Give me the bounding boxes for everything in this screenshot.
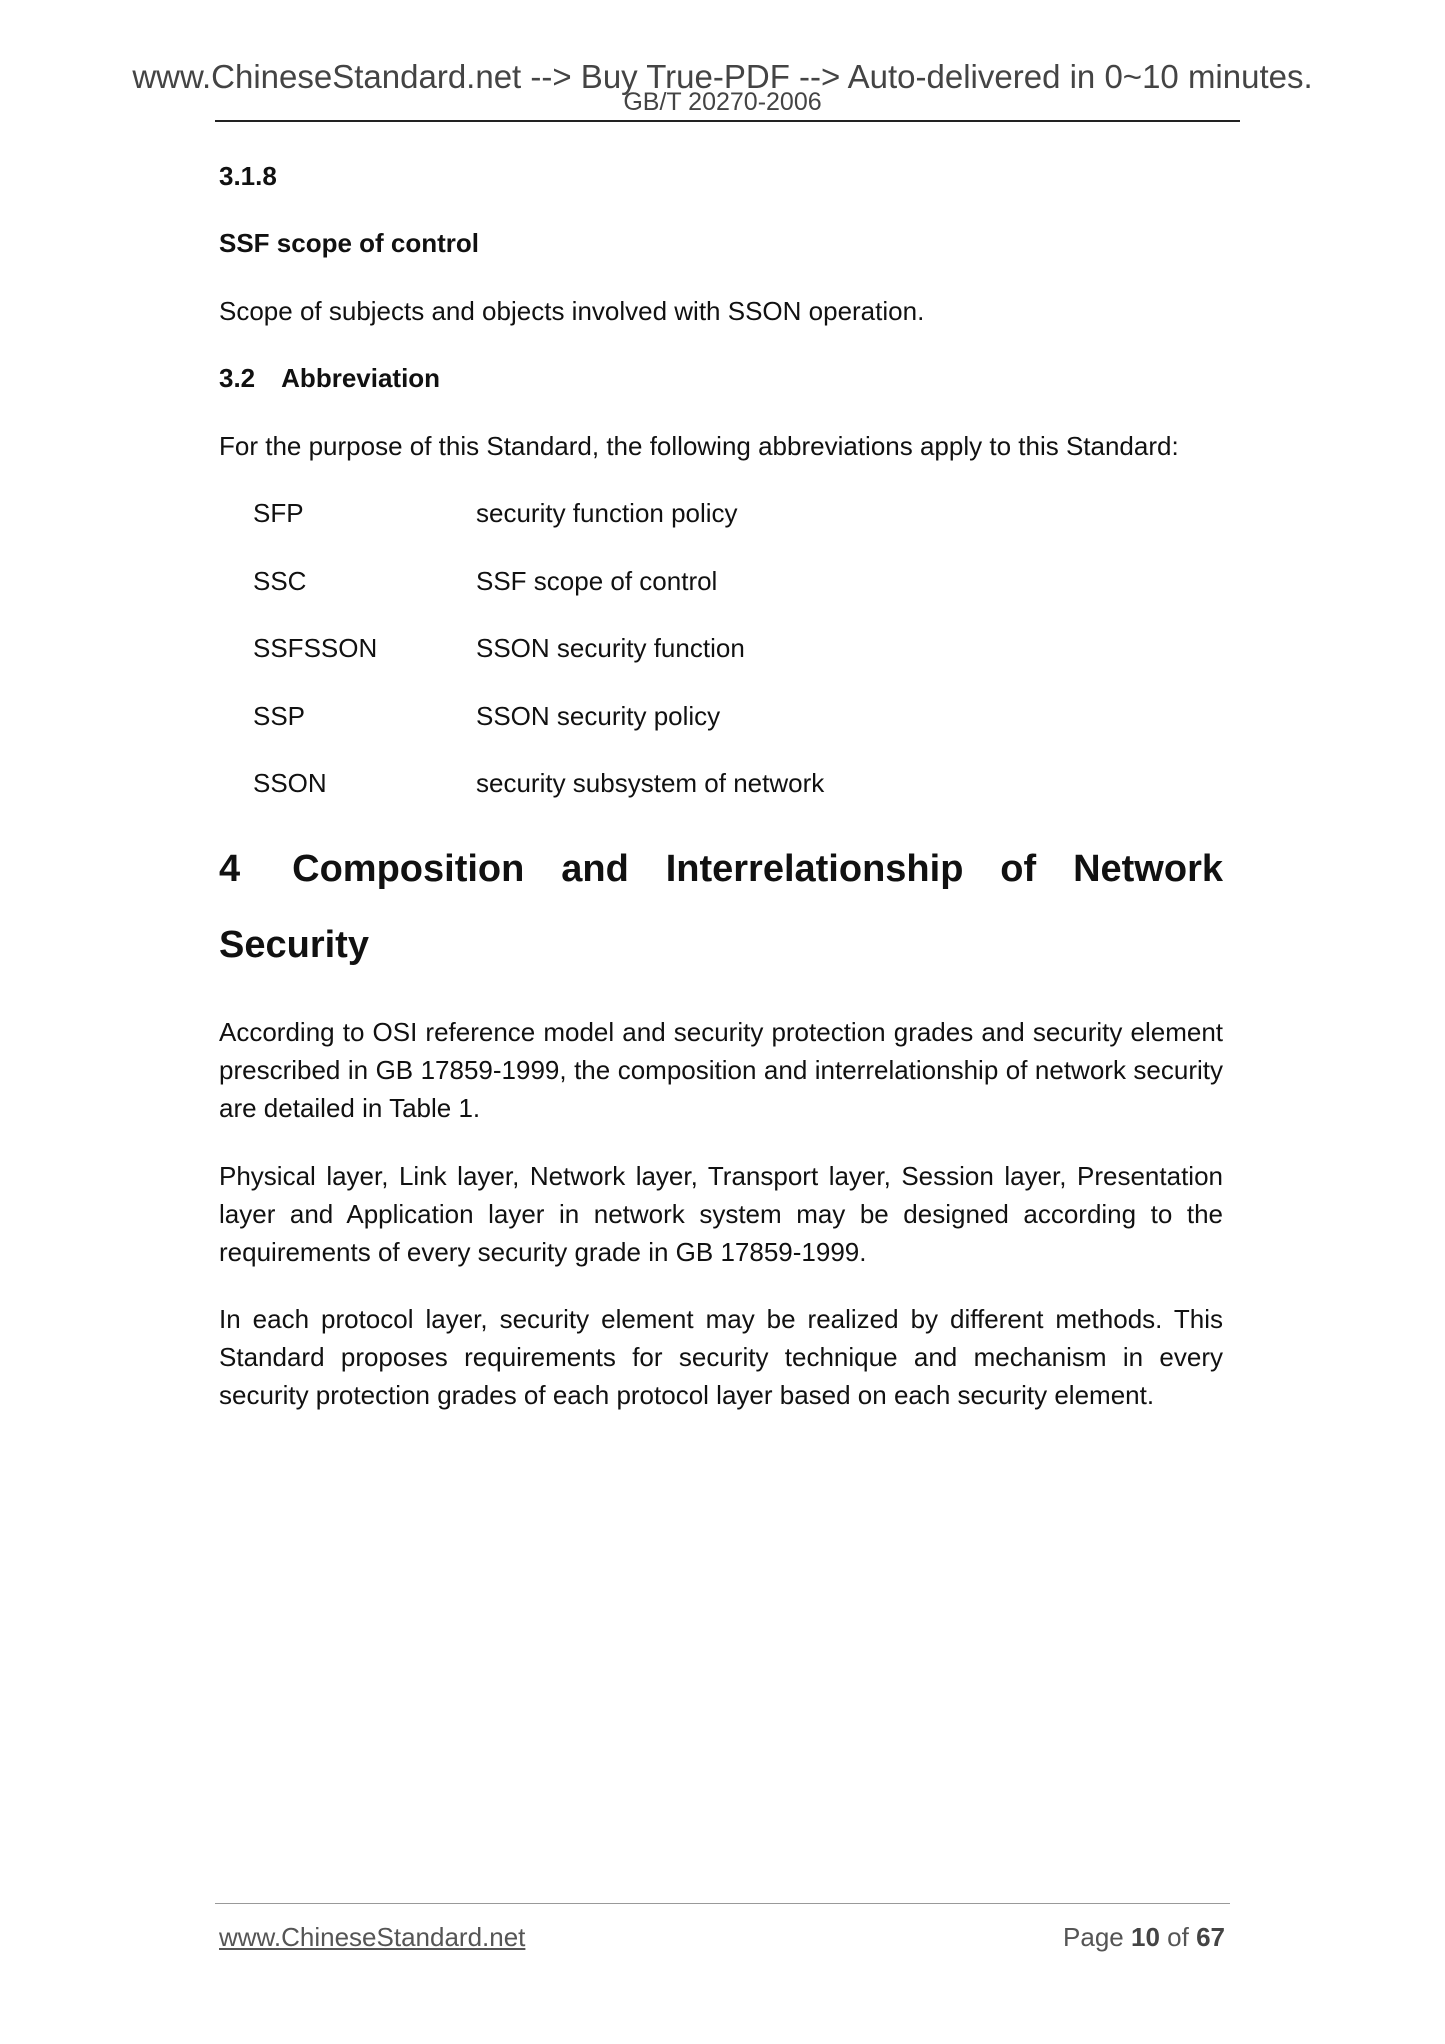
page-of: of bbox=[1167, 1922, 1189, 1952]
abbreviation-term: SSC bbox=[253, 566, 307, 596]
body-paragraph: According to OSI reference model and security protection grades and security element prescribed in GB 17859-1999, the composition and interrelationship of network security are detailed in Table 1. bbox=[219, 1017, 1223, 1123]
clause-term: SSF scope of control bbox=[219, 228, 480, 258]
abbreviation-definition: SSON security policy bbox=[476, 701, 721, 731]
abbreviation-term: SFP bbox=[253, 498, 304, 528]
chapter-heading bbox=[219, 831, 1223, 983]
section-heading bbox=[219, 359, 1223, 397]
site-banner[interactable]: www.ChineseStandard.net --> Buy True-PDF --> Auto-delivered in 0~10 minutes. bbox=[132, 58, 1313, 95]
clause-definition: Scope of subjects and objects involved with SSON operation. bbox=[219, 296, 925, 326]
abbreviation-definition: SSF scope of control bbox=[476, 566, 718, 596]
footer-divider bbox=[215, 1903, 1230, 1904]
header-divider bbox=[215, 120, 1240, 122]
section-number: 3.2 bbox=[219, 363, 256, 393]
page-indicator bbox=[1063, 1922, 1225, 1953]
body-paragraph: Physical layer, Link layer, Network layer, Transport layer, Session layer, Presentation layer and Application layer in network system may be designed according to the requirements of every security grade in GB 17859-1999. bbox=[219, 1161, 1223, 1267]
abbreviation-definition: security function policy bbox=[476, 498, 738, 528]
abbreviation-term: SSP bbox=[253, 701, 306, 731]
section-title: Abbreviation bbox=[281, 363, 441, 393]
abbreviation-term: SSFSSON bbox=[253, 633, 378, 663]
clause-number: 3.1.8 bbox=[219, 161, 277, 191]
section-intro: For the purpose of this Standard, the following abbreviations apply to this Standard: bbox=[219, 431, 1179, 461]
chapter-title: Composition and Interrelationship of Network Security bbox=[219, 848, 1223, 966]
chapter-number: 4 bbox=[219, 848, 241, 890]
abbreviation-term: SSON bbox=[253, 768, 327, 798]
document-code: GB/T 20270-2006 bbox=[623, 88, 822, 116]
page-total: 67 bbox=[1196, 1922, 1225, 1952]
abbreviation-definition: security subsystem of network bbox=[476, 768, 825, 798]
page-label: Page bbox=[1063, 1922, 1124, 1952]
page-current: 10 bbox=[1131, 1922, 1160, 1952]
footer-site-link[interactable]: www.ChineseStandard.net bbox=[219, 1922, 526, 1952]
body-paragraph: In each protocol layer, security element may be realized by different methods. This Standard proposes requirements for security technique and mechanism in every security protection grades of each protocol layer based on each security element. bbox=[219, 1304, 1223, 1410]
abbreviation-definition: SSON security function bbox=[476, 633, 745, 663]
